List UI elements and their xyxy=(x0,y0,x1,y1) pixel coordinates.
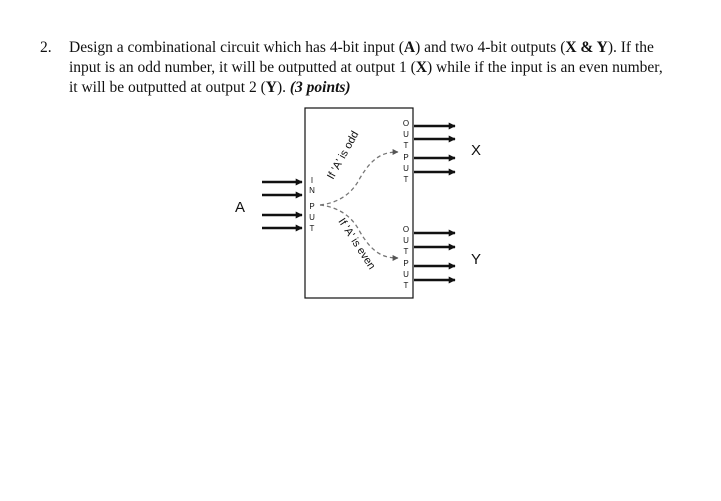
output-label-letter: O xyxy=(402,119,410,128)
output-y-name-label: Y xyxy=(470,251,482,268)
bold-output-y: Y xyxy=(265,79,277,96)
input-label-letter: T xyxy=(309,224,315,233)
output-label-letter: O xyxy=(402,225,410,234)
text-segment: input is an odd number, it will be outputted at output 1 ( xyxy=(69,59,416,76)
text-segment: ) and two 4-bit outputs ( xyxy=(415,39,566,56)
input-bus-arrows xyxy=(262,182,302,228)
odd-path-label: If 'A' is odd xyxy=(325,129,362,182)
text-segment: ). If the xyxy=(607,39,654,56)
output-label-letter: T xyxy=(403,175,409,184)
output-x-name-label: X xyxy=(470,142,482,159)
input-label-letter: I xyxy=(310,176,314,185)
output-label-letter: U xyxy=(403,130,409,139)
input-label-letter: P xyxy=(309,202,315,211)
output-label-letter: U xyxy=(403,236,409,245)
even-path-label: If 'A' is even xyxy=(335,216,378,272)
bold-output-names: X & Y xyxy=(565,39,608,56)
input-label-letter: N xyxy=(309,186,315,195)
text-segment: ) while if the input is an even number, xyxy=(427,59,663,76)
input-name-label: A xyxy=(234,199,246,216)
question-number: 2. xyxy=(40,39,52,56)
output-label-letter: U xyxy=(403,164,409,173)
output-x-bus-arrows xyxy=(414,126,455,172)
output-label-letter: T xyxy=(403,247,409,256)
text-segment: it will be outputted at output 2 ( xyxy=(69,79,266,96)
output-y-bus-arrows xyxy=(414,233,455,280)
bold-input-name: A xyxy=(403,39,416,56)
points-value: (3 points) xyxy=(289,79,351,96)
text-segment: Design a combinational circuit which has 4-bit input ( xyxy=(69,39,404,56)
output-label-letter: P xyxy=(403,259,409,268)
output-label-letter: P xyxy=(403,153,409,162)
input-label-letter: U xyxy=(309,213,315,222)
bold-output-x: X xyxy=(415,59,428,76)
output-label-letter: T xyxy=(403,281,409,290)
output-label-letter: U xyxy=(403,270,409,279)
output-label-letter: T xyxy=(403,141,409,150)
text-segment: ). xyxy=(276,79,290,96)
